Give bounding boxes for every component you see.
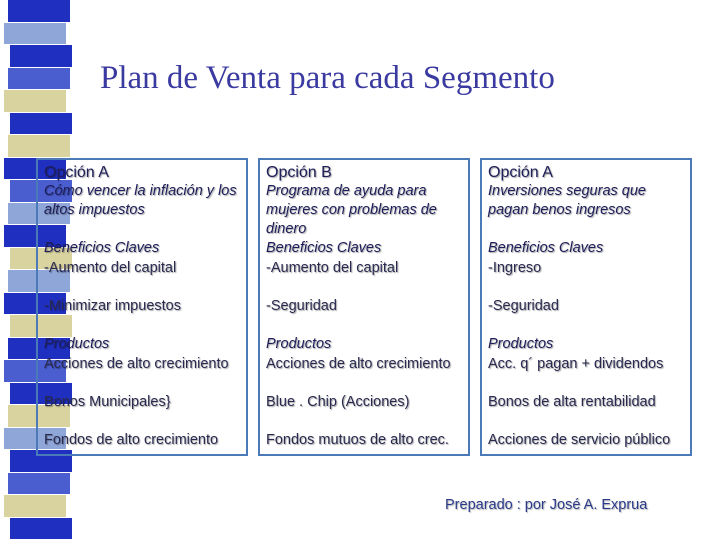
stripe-block — [10, 518, 72, 540]
column-2-header: Opción B — [266, 164, 332, 181]
column-2-product-3: Fondos mutuos de alto crec. — [266, 432, 449, 448]
column-2-benefits-label: Beneficios Claves — [266, 240, 382, 256]
column-2-product-1: Acciones de alto crecimiento — [266, 356, 451, 372]
footer-credit: Preparado : por José A. Exprua — [445, 497, 648, 513]
column-1-subtitle: Cómo vencer la inflación y los altos impuestos — [44, 183, 237, 218]
stripe-block — [8, 473, 70, 495]
column-3-product-2: Bonos de alta rentabilidad — [488, 394, 656, 410]
column-1-header: Opción A — [44, 164, 109, 181]
stripe-block — [8, 135, 70, 157]
column-1-products-label: Productos — [44, 336, 110, 352]
column-2-products-label: Productos — [266, 336, 332, 352]
column-3-benefit-2: -Seguridad — [488, 298, 559, 314]
stripe-block — [4, 90, 66, 112]
stripe-block — [8, 0, 70, 22]
column-2-product-2: Blue . Chip (Acciones) — [266, 394, 410, 410]
column-3-subtitle: Inversiones seguras que pagan benos ingresos — [488, 183, 646, 218]
stripe-block — [10, 113, 72, 135]
stripe-block — [4, 495, 66, 517]
column-1-benefits-label: Beneficios Claves — [44, 240, 160, 256]
column-2-subtitle: Programa de ayuda para mujeres con problemas de dinero — [266, 183, 437, 237]
stripe-block — [10, 45, 72, 67]
stripe-block — [8, 68, 70, 90]
column-1-product-3: Fondos de alto crecimiento — [44, 432, 219, 448]
column-3-product-3: Acciones de servicio público — [488, 432, 671, 448]
column-3-benefits-label: Beneficios Claves — [488, 240, 604, 256]
column-1-product-2: Bonos Municipales} — [44, 394, 171, 410]
column-2-benefit-2: -Seguridad — [266, 298, 337, 314]
column-3-product-1: Acc. q´ pagan + dividendos — [488, 356, 664, 372]
column-1-product-1: Acciones de alto crecimiento — [44, 356, 229, 372]
column-3-products-label: Productos — [488, 336, 554, 352]
column-1-benefit-2: -Minimizar impuestos — [44, 298, 181, 314]
stripe-block — [4, 23, 66, 45]
slide-title: Plan de Venta para cada Segmento — [100, 60, 555, 96]
column-2-benefit-1: -Aumento del capital — [266, 260, 399, 276]
column-3-header: Opción A — [488, 164, 553, 181]
column-1-benefit-1: -Aumento del capital — [44, 260, 177, 276]
column-3-benefit-1: -Ingreso — [488, 260, 542, 276]
